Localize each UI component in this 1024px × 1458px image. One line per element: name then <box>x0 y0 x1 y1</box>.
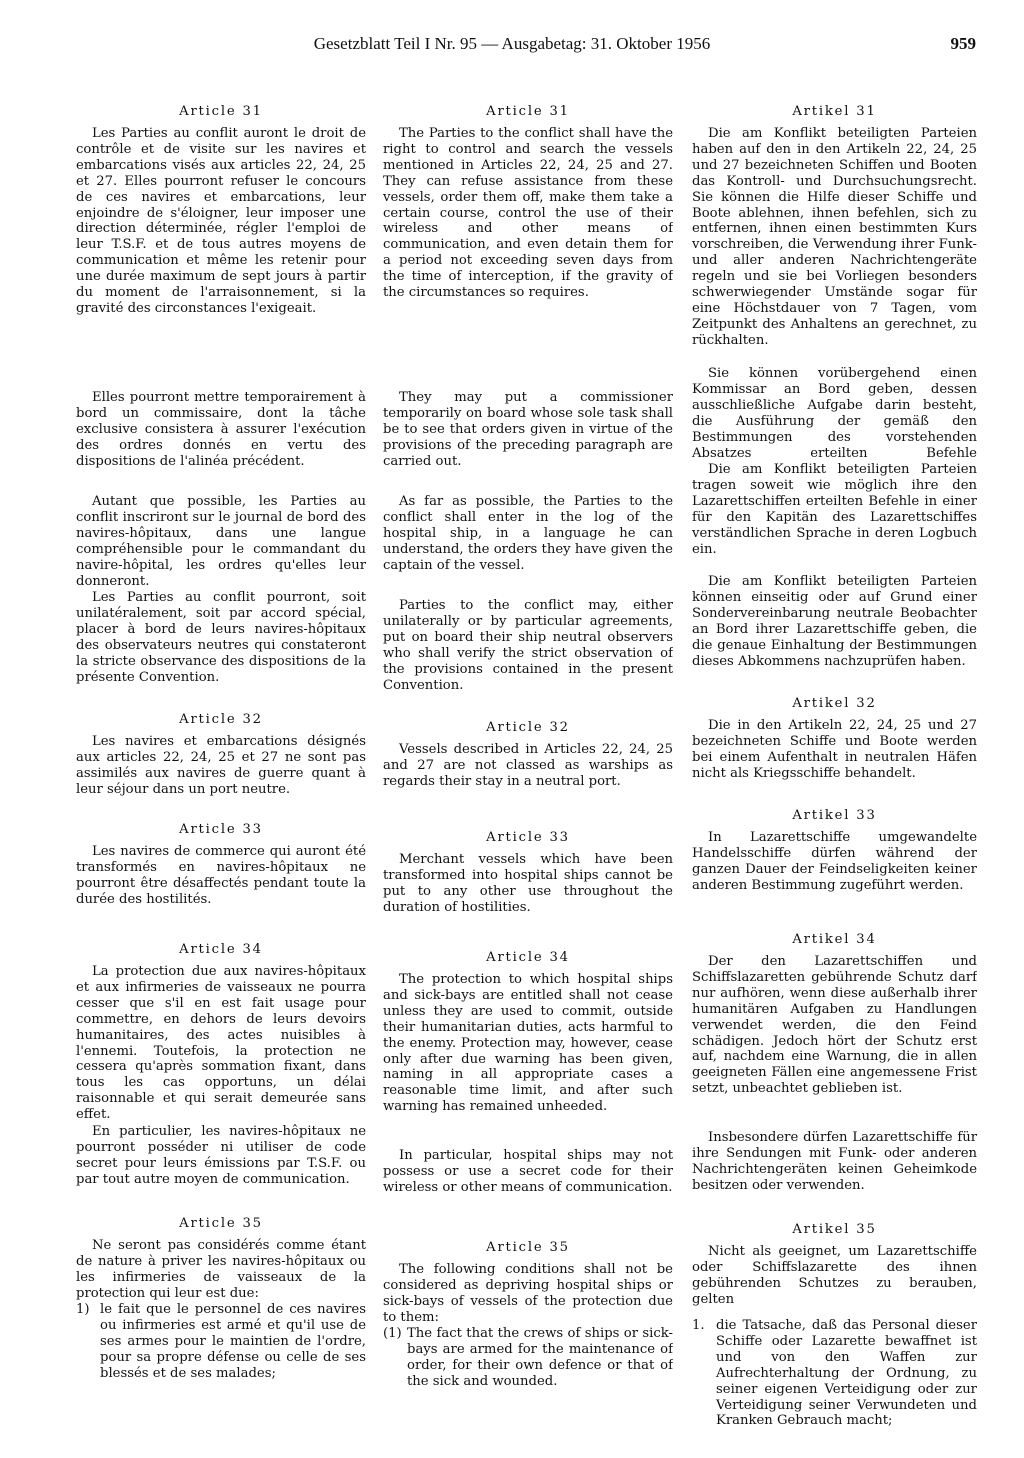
article-35-list-item-fr <box>76 1302 366 1398</box>
article-31-paragraph-4-de: Die am Konflikt beteiligten Parteien können einseitig oder auf Grund einer Sondervereinbarung neutrale Beobachter an Bord ihrer Lazarettschiffe geben, die die genaue Einhaltung der Bestimmungen dieses Abkommens nachzuprüfen haben. <box>692 574 977 669</box>
article-31-heading-de: Artikel 31 <box>792 104 877 119</box>
article-32-heading-fr: Article 32 <box>179 712 263 727</box>
list-item-text: le fait que le personnel de ces navires ou infirmeries est armé et qu'il use de ses armes pour le maintien de l'ordre, pour sa propre défense ou celle de ses blessés et de ses malades; <box>100 1302 366 1381</box>
article-34-paragraph-2-en: In particular, hospital ships may not possess or use a secret code for their wireless or other means of communication. <box>383 1148 673 1195</box>
column-german <box>692 104 977 1430</box>
article-35-heading-fr: Article 35 <box>179 1216 263 1231</box>
article-31-paragraph-1-en: The Parties to the conflict shall have the right to control and search the vessels mentioned in Articles 22, 24, 25 and 27. They can refuse assistance from these vessels, order them off, make them take a certain course, control the use of their wireless and other means of communication, and even detain them for a period not exceeding seven days from the time of interception, if the gravity of the circumstances so requires. <box>383 126 673 301</box>
article-31-paragraph-4-fr: Les Parties au conflit pourront, soit unilatéralement, soit par accord spécial, placer à bord de leurs navires-hôpitaux des observateurs neutres qui constateront la stricte observance des dispositions de la présente Convention. <box>76 590 366 685</box>
article-31-paragraph-3-de: Die am Konflikt beteiligten Parteien tragen soweit wie möglich ihre den Lazarettschiffen erteilten Befehle in einer für den Kapitän des Lazarettschiffes verständlichen Sprache in deren Logbuch ein. <box>692 462 977 557</box>
article-34-heading-fr: Article 34 <box>179 942 263 957</box>
article-34-heading-de: Artikel 34 <box>792 932 877 947</box>
article-32-paragraph-fr: Les navires et embarcations désignés aux articles 22, 24, 25 et 27 ne sont pas assimilés aux navires de guerre quant à leur séjour dans un port neutre. <box>76 734 366 797</box>
article-32-paragraph-en: Vessels described in Articles 22, 24, 25 and 27 are not classed as warships as regards their stay in a neutral port. <box>383 742 673 789</box>
list-item-number: (1) <box>383 1326 402 1341</box>
article-31-paragraph-3-en: As far as possible, the Parties to the conflict shall enter in the log of the hospital ship, in a language he can understand, the orders they have given the captain of the vessel. <box>383 494 673 573</box>
page-header <box>0 34 1024 58</box>
article-34-paragraph-1-fr: La protection due aux navires-hôpitaux et aux infirmeries de vaisseaux ne pourra cesser que s'il en est fait usage pour commettre, en dehors de leurs devoirs humanitaires, des actes nuisibles à l'ennemi. Toutefois, la protection ne cessera qu'après sommation fixant, dans tous les cas opportuns, un délai raisonnable et qui serait demeurée sans effet. <box>76 964 366 1123</box>
article-33-heading-de: Artikel 33 <box>792 808 877 823</box>
article-33-paragraph-en: Merchant vessels which have been transformed into hospital ships cannot be put to any other use throughout the duration of hostilities. <box>383 852 673 915</box>
article-31-paragraph-3-fr: Autant que possible, les Parties au conflit inscriront sur le journal de bord des navires-hôpitaux, dans une langue compréhensible pour le commandant du navire-hôpital, les ordres qu'elles leur donneront. <box>76 494 366 589</box>
page-number: 959 <box>950 34 976 53</box>
article-33-paragraph-de: In Lazarettschiffe umgewandelte Handelsschiffe dürfen während der ganzen Dauer der Feindseligkeiten keiner anderen Bestimmung zugeführt werden. <box>692 830 977 893</box>
article-35-list-item-de <box>692 1318 977 1430</box>
article-31-paragraph-2-de: Sie können vorübergehend einen Kommissar an Bord geben, dessen ausschließliche Aufgabe darin besteht, die Ausführung der gemäß den Bestimmungen des vorstehenden Absatzes erteilten Befehle <box>692 366 977 461</box>
list-item-text: die Tatsache, daß das Personal dieser Schiffe oder Lazarette bewaffnet ist und von den Waffen zur Aufrechterhaltung der Ordnung, zu seiner eigenen Verteidigung oder zur Verteidigung seiner Verwundeten und Kranken Gebrauch macht; <box>716 1318 977 1429</box>
page-header-title: Gesetzblatt Teil I Nr. 95 — Ausgabetag: 31. Oktober 1956 <box>313 34 711 53</box>
article-33-heading-en: Article 33 <box>486 830 570 845</box>
article-32-heading-de: Artikel 32 <box>792 696 877 711</box>
article-33-paragraph-fr: Les navires de commerce qui auront été transformés en navires-hôpitaux ne pourront être désaffectés pendant toute la durée des hostilités. <box>76 844 366 907</box>
article-35-paragraph-en: The following conditions shall not be considered as depriving hospital ships or sick-bays of vessels of the protection due to them: <box>383 1262 673 1325</box>
article-34-heading-en: Article 34 <box>486 950 570 965</box>
article-32-heading-en: Article 32 <box>486 720 570 735</box>
article-31-paragraph-2-fr: Elles pourront mettre temporairement à bord un commissaire, dont la tâche exclusive consistera à assurer l'exécution des ordres donnés en vertu des dispositions de l'alinéa précédent. <box>76 390 366 469</box>
list-item-number: 1. <box>692 1318 705 1333</box>
article-35-heading-en: Article 35 <box>486 1240 570 1255</box>
article-31-heading-fr: Article 31 <box>179 104 263 119</box>
list-item-text: The fact that the crews of ships or sick-bays are armed for the maintenance of order, for their own defence or that of the sick and wounded. <box>407 1326 673 1389</box>
article-34-paragraph-1-de: Der den Lazarettschiffen und Schiffslazaretten gebührende Schutz darf nur aufhören, wenn diese außerhalb ihrer humanitären Aufgaben zu Handlungen verwendet werden, die den Feind schädigen. Jedoch hört der Schutz erst auf, nachdem eine Warnung, die in allen geeigneten Fällen eine angemessene Frist setzt, unbeachtet geblieben ist. <box>692 954 977 1097</box>
article-34-paragraph-2-de: Insbesondere dürfen Lazarettschiffe für ihre Sendungen mit Funk- oder anderen Nachrichtengeräten keinen Geheimkode besitzen oder verwenden. <box>692 1130 977 1193</box>
article-35-heading-de: Artikel 35 <box>792 1222 877 1237</box>
article-31-paragraph-1-fr: Les Parties au conflit auront le droit de contrôle et de visite sur les navires et embarcations visés aux articles 22, 24, 25 et 27. Elles pourront refuser le concours de ces navires et embarcations, leur enjoindre de s'éloigner, leur imposer une direction déterminée, régler l'emploi de leur T.S.F. et de tous autres moyens de communication et même les retenir pour une durée maximum de sept jours à partir du moment de l'arraisonnement, si la gravité des circonstances l'exigeait. <box>76 126 366 316</box>
article-34-paragraph-1-en: The protection to which hospital ships and sick-bays are entitled shall not cease unless they are used to commit, outside their humanitarian duties, acts harmful to the enemy. Protection may, however, cease only after due warning has been given, naming in all appropriate cases a reasonable time limit, and after such warning has remained unheeded. <box>383 972 673 1115</box>
article-33-heading-fr: Article 33 <box>179 822 263 837</box>
article-32-paragraph-de: Die in den Artikeln 22, 24, 25 und 27 bezeichneten Schiffe und Boote werden bei einem Aufenthalt in neutralen Häfen nicht als Kriegsschiffe behandelt. <box>692 718 977 781</box>
article-35-paragraph-fr: Ne seront pas considérés comme étant de nature à priver les navires-hôpitaux ou les infirmeries de vaisseaux de la protection qui leur est due: <box>76 1238 366 1301</box>
article-31-paragraph-2-en: They may put a commissioner temporarily on board whose sole task shall be to see that orders given in virtue of the provisions of the preceding paragraph are carried out. <box>383 390 673 469</box>
column-french <box>76 104 366 1398</box>
article-31-paragraph-1-de: Die am Konflikt beteiligten Parteien haben auf den in den Artikeln 22, 24, 25 und 27 bezeichneten Schiffen und Booten das Kontroll- und Durchsuchungsrecht. Sie können die Hilfe dieser Schiffe und Boote ablehnen, ihnen befehlen, sich zu entfernen, ihnen einen bestimmten Kurs vorschreiben, die Verwendung ihrer Funk- und aller anderen Nachrichtengeräte regeln und sie bei Vorliegen besonders schwerwiegender Umstände sogar für eine Höchstdauer von 7 Tagen, vom Zeitpunkt des Anhaltens an gerechnet, zu rückhalten. <box>692 126 977 348</box>
article-31-heading-en: Article 31 <box>486 104 570 119</box>
article-35-paragraph-de: Nicht als geeignet, um Lazarettschiffe oder Schiffslazarette des ihnen gebührenden Schutzes zu berauben, gelten <box>692 1244 977 1307</box>
article-34-paragraph-2-fr: En particulier, les navires-hôpitaux ne pourront posséder ni utiliser de code secret pour leurs émissions par T.S.F. ou par tout autre moyen de communication. <box>76 1124 366 1187</box>
list-item-number: 1) <box>76 1302 90 1317</box>
article-35-list-item-en <box>383 1326 673 1406</box>
article-31-paragraph-4-en: Parties to the conflict may, either unilaterally or by particular agreements, put on board their ship neutral observers who shall verify the strict observation of the provisions contained in the present Convention. <box>383 598 673 693</box>
column-english <box>383 104 673 1406</box>
